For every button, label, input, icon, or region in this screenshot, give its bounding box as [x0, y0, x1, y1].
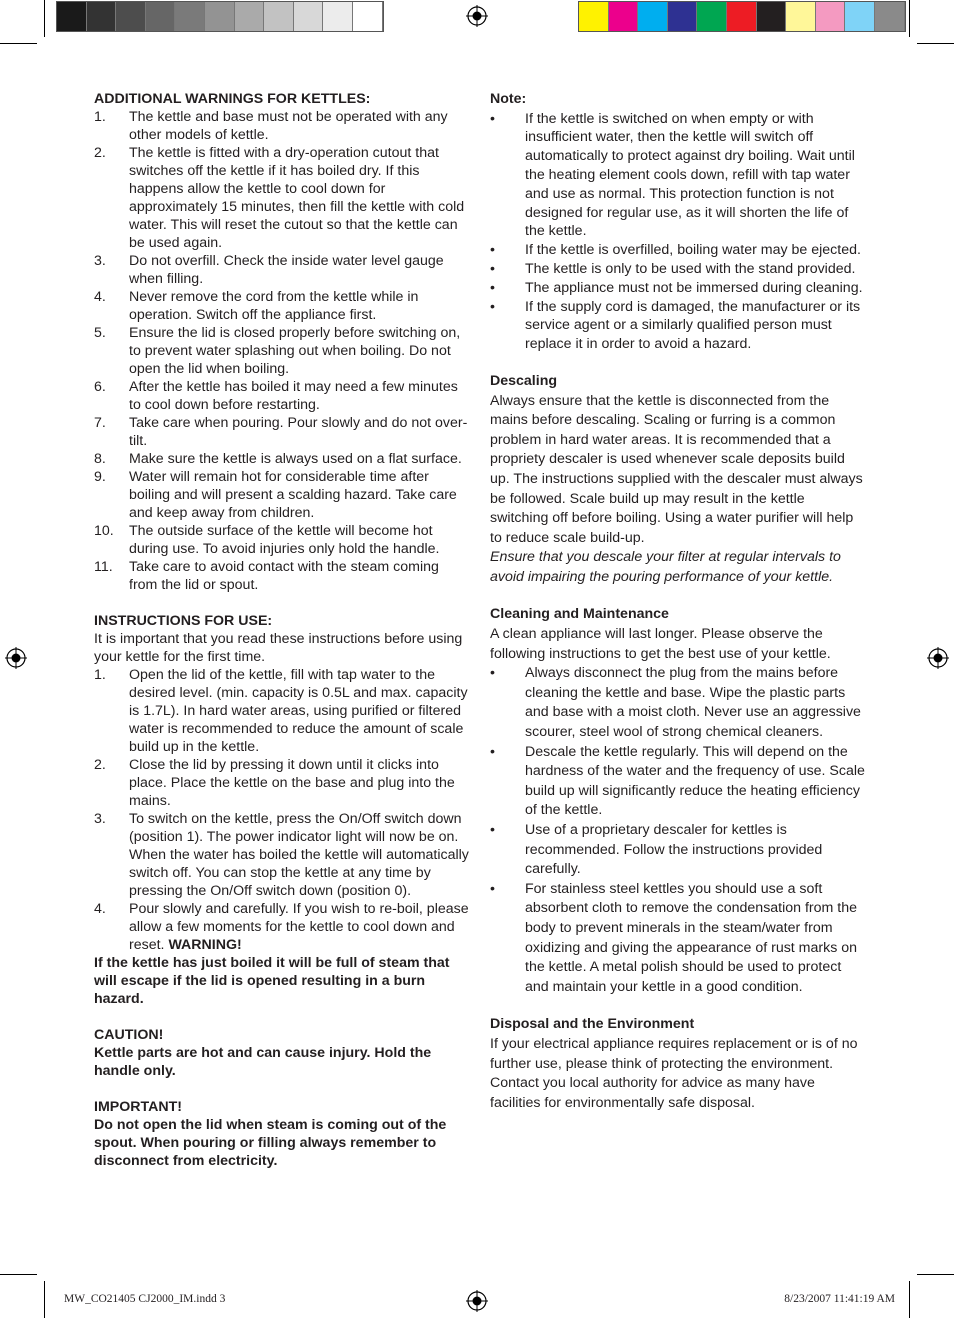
list-text: Open the lid of the kettle, fill with tap water to the desired level. (min. capacity is 0.5L and max. capacity is 1.7L). In hard water areas, using purified or filtered water is recommended to reduce the amount of scale build up in the kettle.	[129, 667, 468, 755]
important-heading: IMPORTANT!	[94, 1099, 182, 1115]
color-swatch	[668, 2, 698, 31]
list-text: For stainless steel kettles you should use a soft absorbent cloth to remove the condensation from the body to prevent minerals in the steam/water from oxidizing and giving the appearance of rust marks on the kettle. A metal polish should be used to protect and maintain your kettle in a good condition.	[525, 880, 858, 995]
warnings-heading: ADDITIONAL WARNINGS FOR KETTLES:	[94, 91, 371, 107]
list-item	[94, 450, 469, 468]
color-swatch	[727, 2, 757, 31]
color-swatch	[57, 2, 87, 31]
list-text: Pour slowly and carefully. If you wish to re-boil, please allow a few moments for the kettle to cool down and reset.	[129, 901, 469, 953]
color-swatch	[235, 2, 265, 31]
color-swatch	[579, 2, 609, 31]
list-text: If the supply cord is damaged, the manufacturer or its service agent or a similarly qualified person must replace it in order to avoid a hazard.	[525, 298, 861, 353]
list-item	[94, 522, 469, 558]
list-text: If the kettle is overfilled, boiling water may be ejected.	[525, 242, 861, 259]
disposal-heading: Disposal and the Environment	[490, 1016, 695, 1033]
instructions-list	[94, 666, 469, 900]
cleaning-list	[490, 664, 865, 997]
list-text: To switch on the kettle, press the On/Off switch down (position 1). The power indicator light will now be on. When the water has boiled the kettle will automatically switch off. You can stop the kettle at any time by pressing the On/Off switch down (position 0).	[129, 811, 469, 899]
list-item	[94, 144, 469, 252]
list-number: 2.	[94, 145, 106, 161]
list-text: Always disconnect the plug from the mains before cleaning the kettle and base. Wipe the plastic parts and base with a moist cloth. Never use an aggressive scourer, steel wool of strong chemical cleaners.	[525, 665, 861, 741]
color-swatch	[87, 2, 117, 31]
list-item	[94, 288, 469, 324]
crop-mark	[44, 0, 45, 37]
color-swatch	[116, 2, 146, 31]
footer-filename: MW_CO21405 CJ2000_IM.indd 3	[64, 1293, 226, 1305]
instructions-intro: It is important that you read these instructions before using your kettle for the first time.	[94, 631, 463, 665]
process-color-bar	[578, 1, 906, 32]
color-swatch	[816, 2, 846, 31]
caution-text: Kettle parts are hot and can cause injury. Hold the handle only.	[94, 1045, 432, 1079]
crop-mark	[917, 1274, 954, 1275]
list-number: 4.	[94, 289, 106, 305]
list-number: 6.	[94, 379, 106, 395]
list-text: If the kettle is switched on when empty or with insufficient water, then the kettle will switch off automatically to protect against dry boiling. Wait until the heating element cools down, refill with tap water and use as normal. This protection function is not designed for regular use, as it will shorten the life of the kettle.	[525, 110, 855, 240]
list-item	[490, 664, 865, 742]
instructions-heading: INSTRUCTIONS FOR USE:	[94, 613, 273, 629]
list-number: 3.	[94, 253, 106, 269]
color-swatch	[845, 2, 875, 31]
caution-heading: CAUTION!	[94, 1027, 164, 1043]
list-text: Ensure the lid is closed properly before switching on, to prevent water splashing out when boiling. Do not open the lid when boiling.	[129, 325, 461, 377]
list-text: The kettle and base must not be operated with any other models of kettle.	[129, 109, 448, 143]
list-text: Descale the kettle regularly. This will depend on the hardness of the water and the frequency of use. Scale build up will significantly reduce the heating efficiency of the kettle.	[525, 743, 865, 819]
crop-mark	[909, 0, 910, 37]
list-item	[490, 260, 865, 279]
color-swatch	[875, 2, 905, 31]
list-number: 5.	[94, 325, 106, 341]
list-number: 4.	[94, 901, 106, 917]
cleaning-heading: Cleaning and Maintenance	[490, 606, 669, 623]
descaling-text: Always ensure that the kettle is disconnected from the mains before descaling. Scaling or furring is a common problem in hard water areas. It is recommended that a propriety descaler is used whenever scale deposits build up. The instructions supplied with the descaler must always be followed. Scale build up may result in the kettle switching off before boiling. Using a water purifier will help to reduce scale build-up.	[490, 392, 863, 546]
list-number: 7.	[94, 415, 106, 431]
list-number: 9.	[94, 469, 106, 485]
list-text: Use of a proprietary descaler for kettles is recommended. Follow the instructions provided carefully.	[525, 822, 823, 878]
list-text: The appliance must not be immersed during cleaning.	[525, 279, 863, 296]
list-item	[94, 324, 469, 378]
color-swatch	[146, 2, 176, 31]
list-item	[490, 743, 865, 821]
list-text: After the kettle has boiled it may need a few minutes to cool down before restarting.	[129, 379, 458, 413]
color-swatch	[264, 2, 294, 31]
list-item	[490, 110, 865, 242]
registration-mark-icon	[466, 5, 488, 27]
note-heading: Note:	[490, 91, 527, 107]
crop-mark	[909, 1281, 910, 1318]
list-number: •	[490, 242, 495, 259]
list-text: Make sure the kettle is always used on a flat surface.	[129, 451, 462, 467]
list-number: •	[490, 665, 495, 682]
list-item	[94, 414, 469, 450]
registration-mark-icon	[5, 647, 27, 669]
list-item	[94, 468, 469, 522]
list-item	[490, 821, 865, 880]
disposal-text: If your electrical appliance requires replacement or is of no further use, please think of protecting the environment. Contact you local authority for advice as many have facilities for environmentally safe disposal.	[490, 1035, 858, 1111]
registration-mark-icon	[466, 1290, 488, 1312]
descaling-heading: Descaling	[490, 372, 558, 389]
list-item	[490, 241, 865, 260]
crop-mark	[0, 1274, 37, 1275]
list-item	[94, 108, 469, 144]
list-number: •	[490, 822, 495, 839]
list-item	[94, 378, 469, 414]
color-swatch	[353, 2, 383, 31]
notes-list	[490, 110, 865, 354]
descaling-italic-text: Ensure that you descale your filter at regular intervals to avoid impairing the pouring performance of your kettle.	[490, 549, 841, 585]
list-text: The outside surface of the kettle will become hot during use. To avoid injuries only hold the handle.	[129, 523, 440, 557]
registration-mark-icon	[927, 647, 949, 669]
warnings-list	[94, 108, 469, 594]
list-text: The kettle is fitted with a dry-operation cutout that switches off the kettle if it has boiled dry. If this happens allow the kettle to cool down for approximately 15 minutes, then fill the kettle with cold water. This will reset the cutout so that the kettle can be used again.	[129, 145, 465, 251]
color-swatch	[609, 2, 639, 31]
color-swatch	[294, 2, 324, 31]
list-number: •	[490, 110, 495, 127]
list-number: •	[490, 279, 495, 296]
list-text: Take care to avoid contact with the steam coming from the lid or spout.	[129, 559, 439, 593]
list-text: Do not overfill. Check the inside water level gauge when filling.	[129, 253, 444, 287]
list-text: Take care when pouring. Pour slowly and do not over-tilt.	[129, 415, 468, 449]
crop-mark	[0, 43, 37, 44]
color-swatch	[175, 2, 205, 31]
list-number: •	[490, 743, 495, 760]
list-item	[94, 666, 469, 756]
list-number: 1.	[94, 109, 106, 125]
color-swatch	[323, 2, 353, 31]
list-text: Never remove the cord from the kettle while in operation. Switch off the appliance first.	[129, 289, 419, 323]
list-text: Water will remain hot for considerable time after boiling and will present a scalding hazard. Take care and keep away from children.	[129, 469, 457, 521]
list-number: •	[490, 298, 495, 315]
list-number: 3.	[94, 811, 106, 827]
list-item	[490, 279, 865, 298]
footer-date: 8/23/2007 11:41:19 AM	[784, 1293, 895, 1305]
list-item	[94, 756, 469, 810]
color-swatch	[638, 2, 668, 31]
list-number: 2.	[94, 757, 106, 773]
warning-label: WARNING!	[168, 937, 242, 953]
list-item	[94, 558, 469, 594]
grayscale-color-bar	[56, 1, 384, 32]
list-text: The kettle is only to be used with the stand provided.	[525, 260, 856, 277]
right-column	[490, 90, 865, 1113]
list-number: 1.	[94, 667, 106, 683]
list-item	[490, 298, 865, 354]
warning-text: If the kettle has just boiled it will be full of steam that will escape if the lid is opened resulting in a burn hazard.	[94, 955, 450, 1007]
list-text: Close the lid by pressing it down until it clicks into place. Place the kettle on the base and plug into the mains.	[129, 757, 455, 809]
list-item	[490, 880, 865, 998]
color-swatch	[205, 2, 235, 31]
list-item	[94, 900, 469, 954]
left-column	[94, 90, 469, 1170]
cleaning-intro: A clean appliance will last longer. Please observe the following instructions to get the best use of your kettle.	[490, 626, 831, 662]
important-text: Do not open the lid when steam is coming out of the spout. When pouring or filling always remember to disconnect from electricity.	[94, 1117, 447, 1169]
list-item	[94, 810, 469, 900]
color-swatch	[786, 2, 816, 31]
crop-mark	[44, 1281, 45, 1318]
color-swatch	[697, 2, 727, 31]
list-item	[94, 252, 469, 288]
list-number: •	[490, 880, 495, 897]
list-number: •	[490, 260, 495, 277]
crop-mark	[917, 43, 954, 44]
list-number: 11.	[94, 559, 113, 575]
color-swatch	[757, 2, 787, 31]
list-number: 8.	[94, 451, 106, 467]
list-number: 10.	[94, 523, 114, 539]
